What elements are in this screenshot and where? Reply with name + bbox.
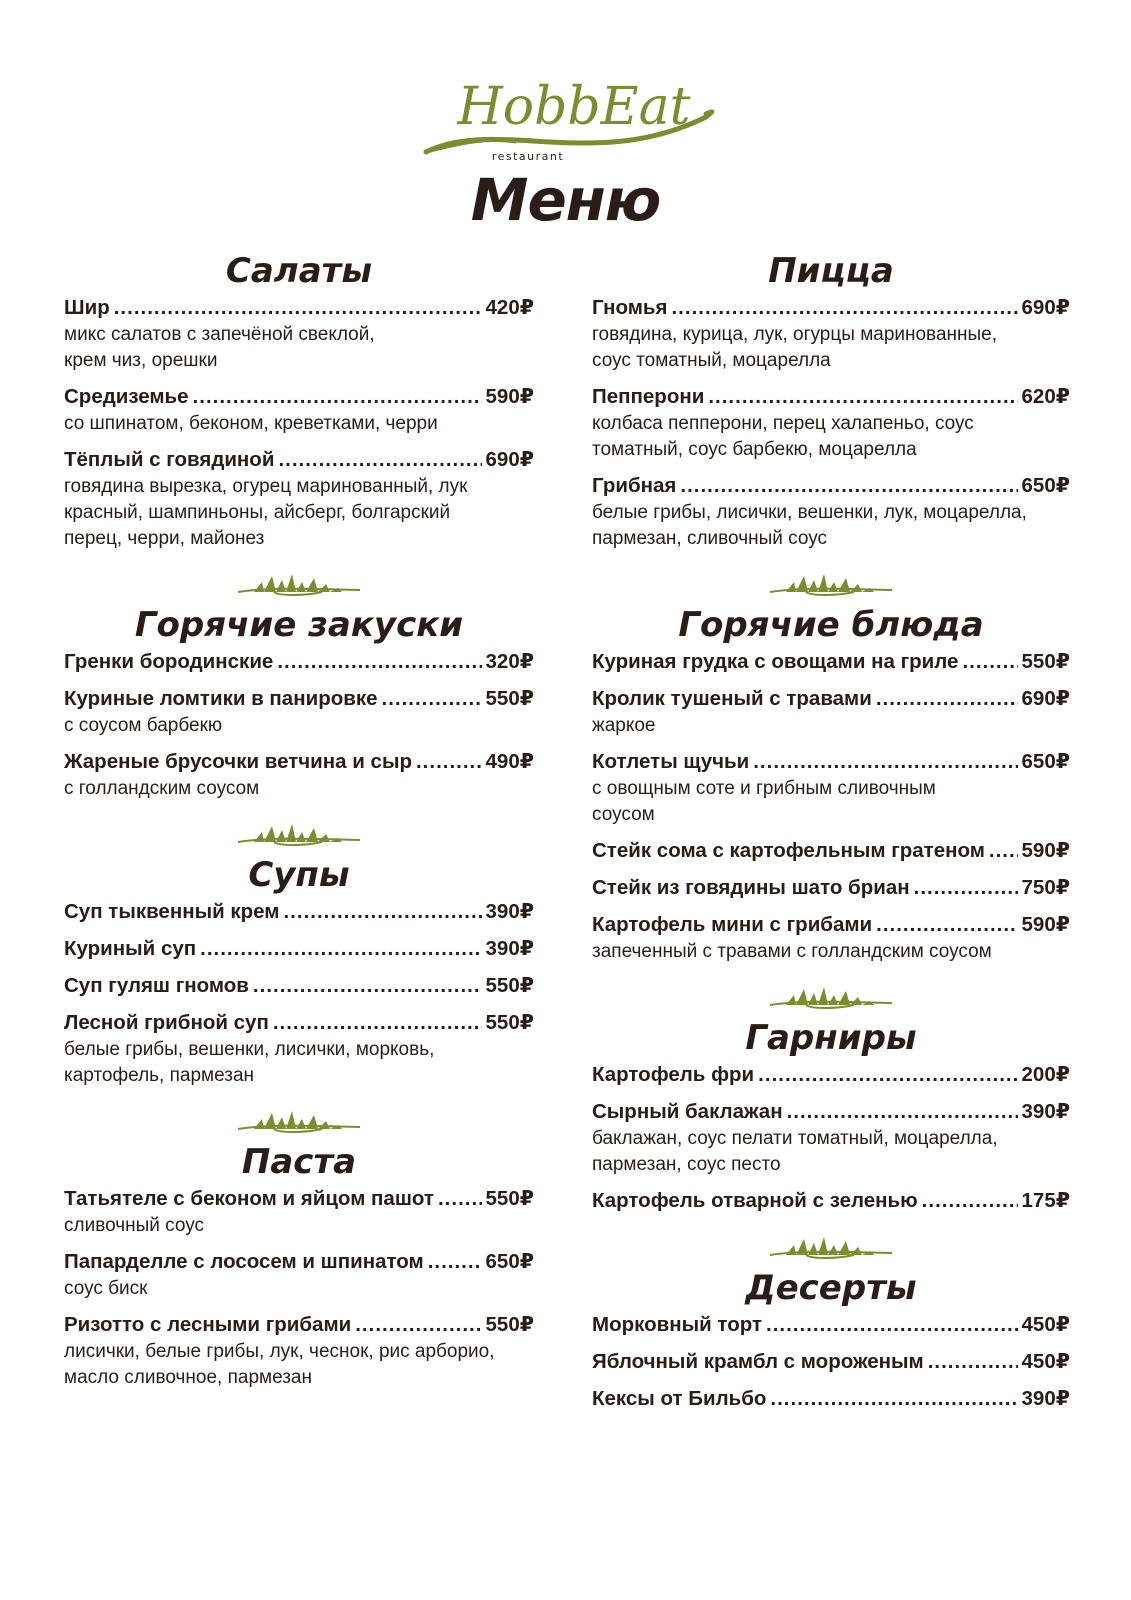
menu-item-description: картофель, пармезан	[64, 1065, 255, 1086]
menu-section	[592, 250, 1070, 552]
menu-item-name: Ризотто с лесными грибами	[64, 1313, 352, 1336]
menu-item-price: 490₽	[485, 750, 534, 773]
menu-item-description: с голландским соусом	[64, 778, 260, 799]
menu-item-price: 690₽	[1021, 296, 1070, 319]
menu-item-description: с овощным соте и грибным сливочным	[592, 778, 936, 799]
menu-item-price: 650₽	[485, 1250, 534, 1273]
dot-leader	[273, 1009, 482, 1037]
menu-item-description: с соусом барбекю	[64, 715, 223, 736]
dot-leader	[708, 383, 1017, 411]
menu-item	[592, 1385, 1070, 1413]
dot-leader	[382, 685, 482, 713]
menu-item-name: Яблочный крамбл с мороженым	[592, 1350, 924, 1373]
menu-item-line	[64, 1009, 534, 1037]
menu-item-name: Стейк сома с картофельным гратеном	[592, 839, 985, 862]
menu-item	[64, 1185, 534, 1239]
dot-leader	[680, 472, 1017, 500]
menu-item-line	[592, 294, 1070, 322]
menu-item-price: 390₽	[485, 900, 534, 923]
dot-leader	[278, 446, 481, 474]
dot-leader	[914, 874, 1018, 902]
menu-item-price: 175₽	[1021, 1189, 1070, 1212]
menu-item-name: Грибная	[592, 474, 677, 497]
menu-item	[64, 1009, 534, 1089]
section-title: Горячие закуски	[134, 605, 464, 645]
menu-item-name: Гренки бородинские	[64, 650, 274, 673]
menu-item-name: Морковный торт	[592, 1313, 763, 1336]
dot-leader	[962, 648, 1017, 676]
leaf-divider-icon	[64, 818, 534, 852]
menu-item-description: запеченный с травами с голландским соусом	[592, 941, 992, 962]
menu-item-price: 750₽	[1021, 876, 1070, 899]
menu-item-price: 550₽	[485, 1011, 534, 1034]
menu-item-line	[64, 898, 534, 926]
menu-section	[592, 1267, 1070, 1413]
menu-item-description: микс салатов с запечёной свеклой,	[64, 324, 375, 345]
menu-item-price: 390₽	[485, 937, 534, 960]
menu-item-description: соус биск	[64, 1278, 148, 1299]
dot-leader	[989, 837, 1018, 865]
menu-item-line	[592, 837, 1070, 865]
menu-item-description: красный, шампиньоны, айсберг, болгарский	[64, 502, 451, 523]
menu-item-price: 590₽	[1021, 913, 1070, 936]
dot-leader	[200, 935, 481, 963]
menu-item-line	[64, 1311, 534, 1339]
menu-item	[64, 648, 534, 676]
menu-item-line	[592, 1348, 1070, 1376]
menu-item-name: Суп тыквенный крем	[64, 900, 280, 923]
leaf-divider-icon	[592, 981, 1070, 1015]
dot-leader	[114, 294, 482, 322]
dot-leader	[438, 1185, 482, 1213]
menu-item	[64, 383, 534, 437]
dot-leader	[787, 1098, 1018, 1126]
menu-item-description: говядина вырезка, огурец маринованный, лук	[64, 476, 468, 497]
dot-leader	[758, 1061, 1017, 1089]
menu-item-name: Суп гуляш гномов	[64, 974, 249, 997]
menu-item	[592, 1348, 1070, 1376]
dot-leader	[193, 383, 482, 411]
leaf-divider-icon	[592, 1231, 1070, 1265]
menu-item-name: Картофель отварной с зеленью	[592, 1189, 918, 1212]
menu-item-name: Куриная грудка с овощами на гриле	[592, 650, 959, 673]
menu-item-line	[592, 874, 1070, 902]
menu-item-line	[592, 911, 1070, 939]
menu-item-price: 550₽	[485, 1313, 534, 1336]
menu-item-name: Татьятеле с беконом и яйцом пашот	[64, 1187, 434, 1210]
menu-item-line	[592, 1311, 1070, 1339]
menu-item-name: Сырный баклажан	[592, 1100, 783, 1123]
dot-leader	[277, 648, 481, 676]
menu-item	[64, 294, 534, 374]
menu-item-description: томатный, соус барбекю, моцарелла	[592, 439, 917, 460]
menu-item-name: Стейк из говядины шато бриан	[592, 876, 910, 899]
section-title: Гарниры	[745, 1018, 917, 1058]
dot-leader	[928, 1348, 1018, 1376]
menu-item-line	[64, 685, 534, 713]
menu-item	[592, 874, 1070, 902]
menu-item-description: белые грибы, вешенки, лисички, морковь,	[64, 1039, 435, 1060]
dot-leader	[876, 911, 1017, 939]
menu-item-name: Кролик тушеный с травами	[592, 687, 872, 710]
menu-item	[592, 294, 1070, 374]
menu-item-description: соус томатный, моцарелла	[592, 350, 831, 371]
left-column	[64, 250, 534, 1400]
menu-item-line	[592, 1187, 1070, 1215]
menu-item-price: 590₽	[1021, 839, 1070, 862]
menu-item-price: 390₽	[1021, 1387, 1070, 1410]
menu-item-name: Куриные ломтики в панировке	[64, 687, 378, 710]
menu-item-line	[592, 1061, 1070, 1089]
dot-leader	[253, 972, 482, 1000]
menu-item	[592, 837, 1070, 865]
menu-item	[592, 748, 1070, 828]
menu-item-price: 620₽	[1021, 385, 1070, 408]
menu-item-price: 200₽	[1021, 1063, 1070, 1086]
menu-item-line	[64, 935, 534, 963]
menu-item	[64, 972, 534, 1000]
menu-item-line	[592, 648, 1070, 676]
section-title: Десерты	[745, 1268, 917, 1308]
dot-leader	[766, 1311, 1018, 1339]
menu-item-name: Средиземье	[64, 385, 189, 408]
menu-item	[592, 1098, 1070, 1178]
leaf-divider-icon	[592, 568, 1070, 602]
menu-item	[64, 1311, 534, 1391]
menu-item-line	[64, 748, 534, 776]
menu-item-description: лисички, белые грибы, лук, чеснок, рис арборио,	[64, 1341, 495, 1362]
menu-item-name: Шир	[64, 296, 110, 319]
menu-item-line	[592, 1385, 1070, 1413]
menu-item-name: Гномья	[592, 296, 668, 319]
menu-item-name: Картофель фри	[592, 1063, 755, 1086]
menu-item-description: со шпинатом, беконом, креветками, черри	[64, 413, 438, 434]
menu-item-line	[592, 748, 1070, 776]
menu-item-name: Пепперони	[592, 385, 705, 408]
menu-section	[64, 604, 534, 802]
menu-item-price: 320₽	[485, 650, 534, 673]
dot-leader	[753, 748, 1017, 776]
menu-item-description: крем чиз, орешки	[64, 350, 218, 371]
menu-item	[592, 648, 1070, 676]
menu-item-description: перец, черри, майонез	[64, 528, 265, 549]
restaurant-logo	[0, 62, 1131, 167]
menu-item	[592, 383, 1070, 463]
menu-item-line	[64, 383, 534, 411]
menu-item-description: соусом	[592, 804, 655, 825]
menu-item-name: Кексы от Бильбо	[592, 1387, 767, 1410]
menu-item	[64, 935, 534, 963]
menu-item-line	[64, 972, 534, 1000]
dot-leader	[355, 1311, 481, 1339]
menu-item-name: Картофель мини с грибами	[592, 913, 873, 936]
right-column	[592, 250, 1070, 1422]
menu-item	[592, 1311, 1070, 1339]
menu-item-line	[592, 685, 1070, 713]
menu-item-name: Лесной грибной суп	[64, 1011, 269, 1034]
dot-leader	[283, 898, 481, 926]
menu-item	[64, 685, 534, 739]
menu-section	[64, 1141, 534, 1391]
leaf-divider-icon	[64, 1105, 534, 1139]
menu-item-description: колбаса пепперони, перец халапеньо, соус	[592, 413, 974, 434]
menu-item-line	[592, 472, 1070, 500]
menu-item-line	[592, 383, 1070, 411]
menu-item-price: 450₽	[1021, 1313, 1070, 1336]
dot-leader	[922, 1187, 1018, 1215]
menu-item-price: 450₽	[1021, 1350, 1070, 1373]
menu-item-description: белые грибы, лисички, вешенки, лук, моцарелла,	[592, 502, 1027, 523]
menu-item	[592, 472, 1070, 552]
menu-item-description: масло сливочное, пармезан	[64, 1367, 312, 1388]
menu-item-line	[64, 294, 534, 322]
dot-leader	[876, 685, 1018, 713]
logo-subtitle: restaurant	[491, 150, 564, 163]
menu-item-price: 550₽	[1021, 650, 1070, 673]
menu-item-price: 390₽	[1021, 1100, 1070, 1123]
section-title: Супы	[248, 855, 350, 895]
menu-item-line	[592, 1098, 1070, 1126]
logo-wordmark: HobbEat	[456, 77, 691, 137]
menu-item-price: 650₽	[1021, 750, 1070, 773]
page-title: Меню	[470, 166, 661, 234]
dot-leader	[770, 1385, 1017, 1413]
section-title: Горячие блюда	[678, 605, 984, 645]
menu-item-description: говядина, курица, лук, огурцы маринованные,	[592, 324, 997, 345]
section-title: Салаты	[225, 251, 373, 291]
menu-section	[592, 1017, 1070, 1215]
menu-item	[64, 898, 534, 926]
menu-section	[592, 604, 1070, 965]
menu-item-description: пармезан, соус песто	[592, 1154, 781, 1175]
menu-item-line	[64, 1185, 534, 1213]
menu-item-name: Папарделле с лососем и шпинатом	[64, 1250, 424, 1273]
menu-item-description: пармезан, сливочный соус	[592, 528, 827, 549]
menu-item-price: 550₽	[485, 1187, 534, 1210]
section-title: Паста	[241, 1142, 357, 1182]
menu-item-description: баклажан, соус пелати томатный, моцарелла,	[592, 1128, 998, 1149]
menu-item	[592, 685, 1070, 739]
menu-item-description: сливочный соус	[64, 1215, 205, 1236]
menu-item-price: 590₽	[485, 385, 534, 408]
menu-item-line	[64, 648, 534, 676]
menu-item-name: Жареные брусочки ветчина и сыр	[64, 750, 412, 773]
menu-item-price: 420₽	[485, 296, 534, 319]
menu-section	[64, 854, 534, 1089]
leaf-divider-icon	[64, 568, 534, 602]
menu-item	[64, 1248, 534, 1302]
menu-item-price: 690₽	[1021, 687, 1070, 710]
menu-item	[592, 1061, 1070, 1089]
dot-leader	[428, 1248, 482, 1276]
menu-item-line	[64, 1248, 534, 1276]
menu-item	[592, 1187, 1070, 1215]
menu-item-description: жаркое	[592, 715, 656, 736]
menu-item-price: 690₽	[485, 448, 534, 471]
menu-item-price: 650₽	[1021, 474, 1070, 497]
menu-item-price: 550₽	[485, 687, 534, 710]
menu-item	[592, 911, 1070, 965]
menu-item-name: Котлеты щучьи	[592, 750, 750, 773]
dot-leader	[671, 294, 1017, 322]
menu-item-name: Куриный суп	[64, 937, 197, 960]
menu-section	[64, 250, 534, 552]
menu-item-price: 550₽	[485, 974, 534, 997]
menu-item	[64, 748, 534, 802]
section-title: Пицца	[768, 251, 894, 291]
dot-leader	[416, 748, 482, 776]
menu-item-name: Тёплый с говядиной	[64, 448, 275, 471]
menu-item	[64, 446, 534, 552]
hobbeat-logo-graphic	[406, 62, 726, 167]
menu-item-line	[64, 446, 534, 474]
